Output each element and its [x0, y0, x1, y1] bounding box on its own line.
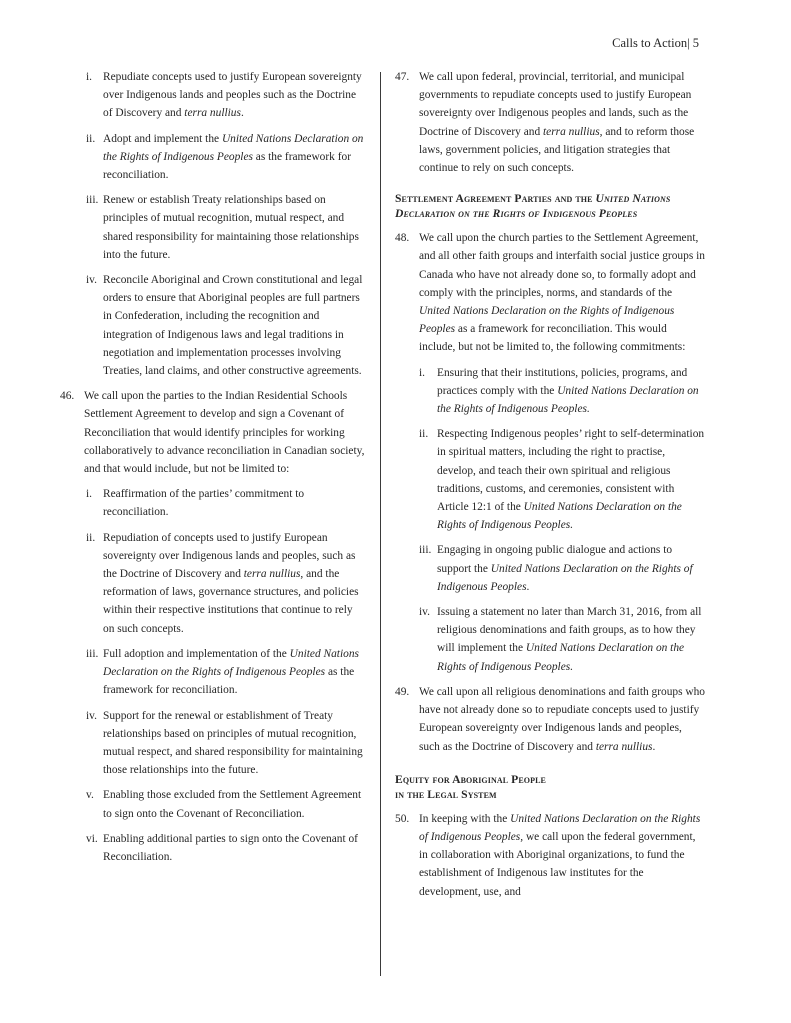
item-number: vi. — [86, 832, 98, 845]
list-item — [60, 645, 365, 700]
header-separator: | — [687, 36, 690, 50]
item-text: Repudiation of concepts used to justify European sovereignty over Indigenous lands and peoples, such as the Doctrine of Discovery and — [103, 531, 356, 581]
left-column — [60, 68, 365, 873]
item-number: iv. — [86, 709, 97, 722]
heading-line: in the Legal System — [395, 787, 497, 801]
item-italic: terra nullius, — [543, 125, 603, 138]
item-number: iv. — [86, 274, 97, 287]
item-italic: United Nations Declaration on the Rights of Indigenous Peoples. — [437, 501, 682, 532]
right-column — [395, 68, 705, 908]
page-number: 5 — [692, 36, 699, 50]
heading-italic: United Nations Declaration on the Rights of Indigenous Peoples — [395, 192, 671, 221]
item-text-end: . — [652, 740, 656, 753]
column-divider — [380, 72, 381, 976]
item-text: Engaging in ongoing public dialogue and actions to support the — [437, 544, 673, 575]
item-text-end: , and the reformation of laws, governance structures, and policies within their respective institutions that continue to rely on such concepts. — [103, 568, 359, 635]
item-text: Repudiate concepts used to justify European sovereignty over Indigenous lands and peoples such as the Doctrine of Discovery and — [103, 71, 362, 120]
list-item — [395, 541, 705, 596]
item-number: i. — [419, 366, 426, 379]
item-italic: United Nations Declaration on the Rights of Indigenous Peoples. — [437, 384, 699, 416]
item-text-end: . — [240, 107, 244, 120]
item-text-end: we call upon the federal government, in collaboration with Aboriginal organizations, to fund the establishment of Indigenous law institutes for the development, use, and — [419, 830, 696, 898]
item-text: Reaffirmation of the parties’ commitment to reconciliation. — [103, 488, 305, 519]
section-heading-equity — [395, 772, 705, 802]
item-italic: terra nullius — [184, 107, 241, 120]
item-number: iv. — [419, 606, 430, 619]
item-text: Support for the renewal or establishment of Treaty relationships based on principles of mutual recognition, mutual respect, and shared responsibility for maintaining those relationships into the future. — [103, 709, 363, 777]
item-text-end: and to reform those laws, government policies, and litigation strategies that continue to rely on such concepts. — [419, 125, 695, 175]
call-to-action-50 — [395, 810, 705, 901]
item-text: Respecting Indigenous peoples’ right to self-determination in spiritual matters, including the right to practise, develop, and teach their own spiritual and religious traditions, customs, and ceremonies, consistent with Article 12:1 of the — [437, 428, 705, 514]
item-italic: terra nullius — [595, 740, 653, 753]
item-number: 49. — [395, 685, 410, 698]
list-item — [60, 485, 365, 521]
item-italic: United Nations Declaration on the Rights of Indigenous Peoples. — [437, 642, 685, 673]
item-number: i. — [86, 488, 93, 501]
item-text: We call upon all religious denominations and faith groups who have not already done so to repudiate concepts used to justify European sovereignty over Indigenous lands and peoples, such as the Doctrine of Discovery and — [419, 685, 706, 753]
item-italic: United Nations Declaration on the Rights of Indigenous Peoples — [103, 647, 359, 679]
list-item — [60, 271, 365, 380]
call-to-action-47 — [395, 68, 705, 177]
heading-line: Equity for Aboriginal People — [395, 772, 546, 786]
item-number: ii. — [86, 132, 96, 145]
item-italic: United Nations Declaration on the Rights of Indigenous Peoples — [419, 305, 675, 336]
list-item — [60, 68, 365, 123]
item-text: Renew or establish Treaty relationships based on principles of mutual recognition, mutual respect, and shared responsibility for maintaining those relationships into the future. — [103, 194, 359, 261]
item-number: ii. — [86, 531, 96, 544]
call-to-action-49 — [395, 683, 705, 756]
list-item — [60, 830, 365, 866]
item-text: We call upon federal, provincial, territorial, and municipal governments to repudiate concepts used to justify European sovereignty over Indigenous peoples and lands, such as the Doctrine of Discovery and — [419, 71, 692, 138]
item-text-end: . — [526, 580, 530, 593]
item-number: 50. — [395, 812, 410, 825]
heading-text: Settlement Agreement Parties and the — [395, 192, 596, 206]
item-number: 47. — [395, 71, 410, 83]
list-item — [395, 425, 705, 534]
item-italic: United Nations Declaration on the Rights of Indigenous Peoples — [103, 132, 364, 163]
list-item — [60, 191, 365, 264]
call-to-action-48 — [395, 229, 705, 356]
item-text: Issuing a statement no later than March 31, 2016, from all religious denominations and faith groups, as to how they will implement the — [437, 606, 702, 655]
item-number: iii. — [86, 194, 99, 207]
running-title: Calls to Action — [612, 36, 688, 50]
section-heading-settlement-parties — [395, 191, 705, 221]
item-text-end: as a framework for reconciliation. This would include, but not be limited to, the following commitments: — [419, 323, 686, 354]
list-item — [60, 707, 365, 780]
list-item — [60, 529, 365, 638]
item-text-end: as the framework for reconciliation. — [103, 666, 355, 697]
item-text: We call upon the parties to the Indian Residential Schools Settlement Agreement to develop and sign a Covenant of Reconciliation that would identify principles for working collaboratively to advance reconciliation in Canadian society, and that would include, but not be limited to: — [84, 390, 365, 476]
call-to-action-46 — [60, 387, 365, 478]
item-text: Enabling those excluded from the Settlement Agreement to sign onto the Covenant of Reconciliation. — [103, 789, 362, 820]
item-number: i. — [86, 71, 93, 83]
list-item — [395, 364, 705, 419]
item-text: Reconcile Aboriginal and Crown constitutional and legal orders to ensure that Aboriginal peoples are full partners in Confederation, including the recognition and integration of Indigenous laws and legal traditions in negotiation and implementation processes involving Treaties, land claims, and other constructive agreements. — [103, 274, 363, 378]
item-text: Ensuring that their institutions, policies, programs, and practices comply with the — [437, 366, 688, 397]
item-text: Full adoption and implementation of the — [103, 647, 290, 660]
item-number: iii. — [86, 647, 99, 660]
item-number: v. — [86, 789, 94, 802]
list-item — [60, 130, 365, 185]
item-number: iii. — [419, 544, 432, 557]
item-text: We call upon the church parties to the Settlement Agreement, and all other faith groups and interfaith social justice groups in Canada who have not already done so, to formally adopt and comply with the principles, norms, and standards of the — [419, 232, 705, 299]
item-text: Enabling additional parties to sign onto the Covenant of Reconciliation. — [103, 832, 358, 863]
item-number: ii. — [419, 428, 429, 441]
item-number: 48. — [395, 232, 410, 245]
item-italic: United Nations Declaration on the Rights of Indigenous Peoples — [437, 562, 693, 593]
item-number: 46. — [60, 390, 75, 403]
item-italic: terra nullius — [243, 568, 301, 581]
item-text: In keeping with the — [419, 812, 511, 825]
item-text-end: as the framework for reconciliation. — [103, 150, 351, 182]
list-item — [60, 786, 365, 822]
list-item — [395, 603, 705, 676]
running-header — [612, 36, 699, 51]
item-text: Adopt and implement the — [103, 132, 222, 145]
item-italic: United Nations Declaration on the Rights of Indigenous Peoples, — [419, 812, 701, 843]
